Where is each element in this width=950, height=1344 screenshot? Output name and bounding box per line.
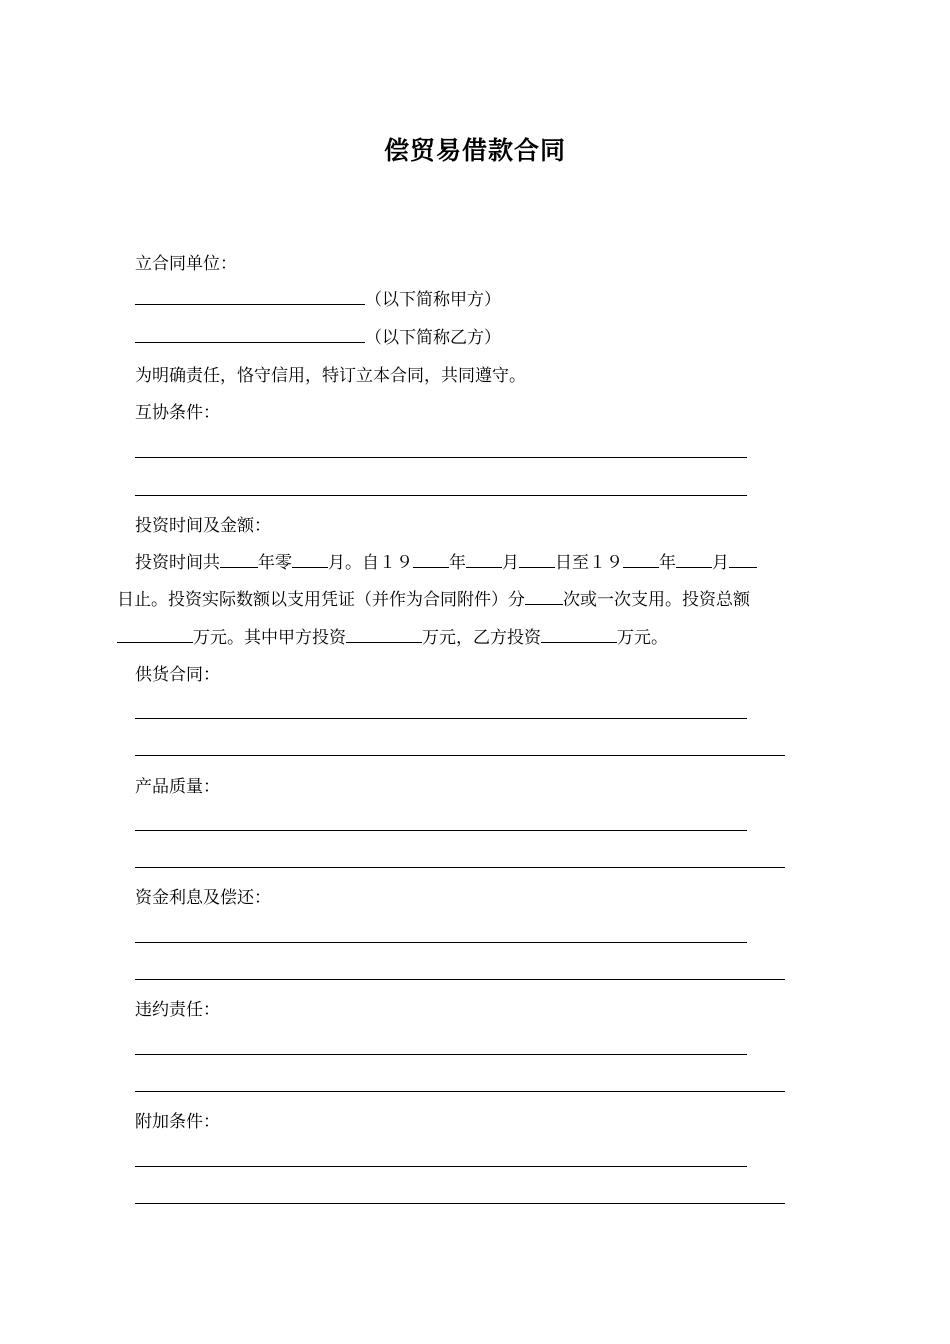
start-day-blank[interactable]: [519, 551, 555, 568]
investment-text: 万元。其中甲方投资: [193, 628, 346, 648]
party-a-line: [135, 288, 501, 312]
investment-text: 次或一次支用。投资总额: [563, 590, 750, 610]
investment-text: 投资时间共: [135, 553, 220, 573]
start-year-blank[interactable]: [413, 551, 449, 568]
months-blank[interactable]: [292, 551, 328, 568]
interest-repayment-heading: 资金利息及偿还：: [135, 888, 271, 908]
party-b-suffix: （以下简称乙方）: [365, 328, 501, 348]
supply-contract-blank-1[interactable]: [135, 718, 747, 719]
total-investment-blank[interactable]: [117, 626, 193, 643]
investment-line-1: [135, 551, 757, 575]
party-b-investment-blank[interactable]: [541, 626, 617, 643]
investment-heading: 投资时间及金额：: [135, 516, 271, 536]
investment-text: 年: [449, 553, 466, 573]
investment-text: 月。自１９: [328, 553, 413, 573]
mutual-conditions-blank-2[interactable]: [135, 495, 747, 496]
additional-terms-blank-1[interactable]: [135, 1166, 747, 1167]
mutual-conditions-blank-1[interactable]: [135, 457, 747, 458]
party-a-investment-blank[interactable]: [346, 626, 422, 643]
investment-text: 年: [659, 553, 676, 573]
investment-text: 年零: [258, 553, 292, 573]
investment-text: 万元，乙方投资: [422, 628, 541, 648]
supply-contract-heading: 供货合同：: [135, 665, 220, 685]
investment-text: 月: [712, 553, 729, 573]
breach-liability-blank-2[interactable]: [135, 1091, 785, 1092]
party-b-line: [135, 326, 501, 350]
interest-repayment-blank-1[interactable]: [135, 942, 747, 943]
investment-text: 月: [502, 553, 519, 573]
party-a-suffix: （以下简称甲方）: [365, 290, 501, 310]
party-b-blank[interactable]: [135, 326, 365, 343]
contract-title: 偿贸易借款合同: [383, 136, 566, 165]
breach-liability-blank-1[interactable]: [135, 1054, 747, 1055]
end-day-blank[interactable]: [729, 551, 757, 568]
start-month-blank[interactable]: [466, 551, 502, 568]
investment-text: 日至１９: [555, 553, 623, 573]
investment-text: 日止。投资实际数额以支用凭证（并作为合同附件）分: [117, 590, 525, 610]
preamble: 为明确责任，恪守信用，特订立本合同，共同遵守。: [135, 366, 526, 386]
additional-terms-heading: 附加条件：: [135, 1112, 220, 1132]
supply-contract-blank-2[interactable]: [135, 755, 785, 756]
interest-repayment-blank-2[interactable]: [135, 979, 785, 980]
end-year-blank[interactable]: [623, 551, 659, 568]
product-quality-heading: 产品质量：: [135, 777, 220, 797]
years-blank[interactable]: [220, 551, 258, 568]
party-a-blank[interactable]: [135, 288, 365, 305]
installments-blank[interactable]: [525, 588, 563, 605]
mutual-conditions-heading: 互协条件：: [135, 403, 220, 423]
additional-terms-blank-2[interactable]: [135, 1203, 785, 1204]
end-month-blank[interactable]: [676, 551, 712, 568]
parties-label: 立合同单位：: [135, 254, 237, 274]
breach-liability-heading: 违约责任：: [135, 1000, 220, 1020]
investment-line-2: [117, 588, 750, 612]
investment-line-3: [117, 626, 668, 650]
product-quality-blank-2[interactable]: [135, 867, 785, 868]
product-quality-blank-1[interactable]: [135, 830, 747, 831]
investment-text: 万元。: [617, 628, 668, 648]
